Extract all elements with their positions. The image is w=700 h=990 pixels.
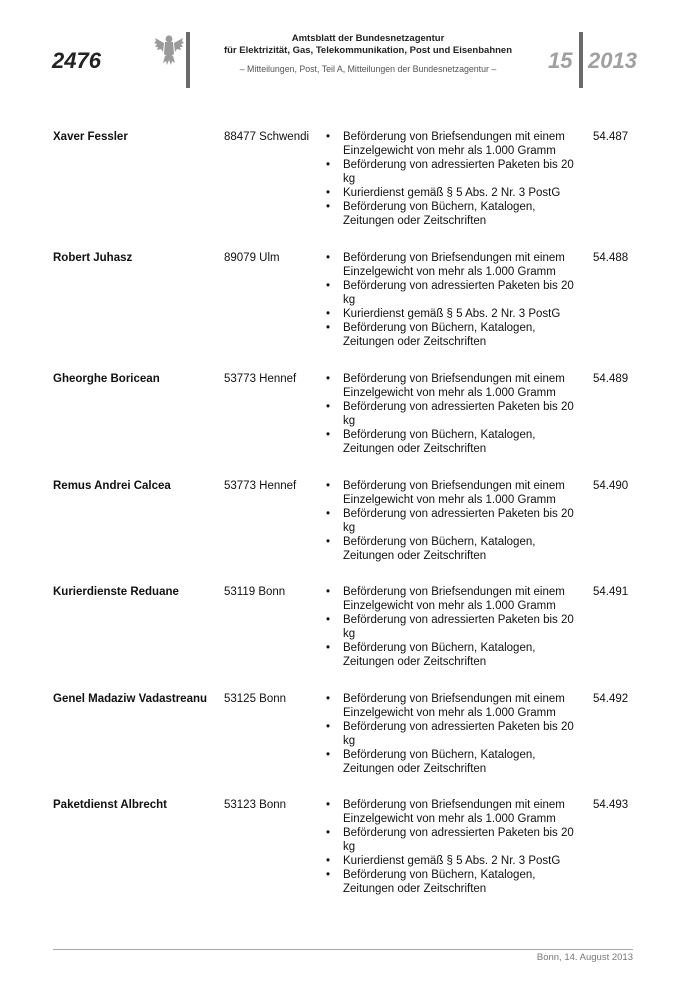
journal-subtitle: – Mitteilungen, Post, Teil A, Mitteilungen der Bundesnetzagentur – [239, 64, 497, 74]
service-item: • Beförderung von adressierten Paketen bis 20 kg [326, 720, 586, 748]
entry-number: 54.489 [593, 373, 629, 385]
entry-name: Xaver Fessler [53, 131, 128, 143]
entry-services [326, 130, 586, 228]
entry-city: 53125 Bonn [224, 693, 287, 705]
entry-name: Genel Madaziw Vadastreanu [53, 693, 208, 705]
service-item: • Kurierdienst gemäß § 5 Abs. 2 Nr. 3 PostG [326, 186, 586, 200]
entry-services [326, 585, 586, 669]
service-item: • Beförderung von Büchern, Katalogen, Zeitungen oder Zeitschriften [326, 535, 586, 563]
service-item: • Beförderung von Briefsendungen mit einem Einzelgewicht von mehr als 1.000 Gramm [326, 479, 586, 507]
entry-city: 53119 Bonn [224, 586, 286, 598]
service-item: • Beförderung von Briefsendungen mit einem Einzelgewicht von mehr als 1.000 Gramm [326, 372, 586, 400]
service-item: • Beförderung von Briefsendungen mit einem Einzelgewicht von mehr als 1.000 Gramm [326, 798, 586, 826]
entry [0, 692, 700, 798]
service-item: • Beförderung von adressierten Paketen bis 20 kg [326, 826, 586, 854]
entry [0, 130, 700, 251]
entry-city: 53773 Hennef [224, 480, 297, 492]
entry-city: 89079 Ulm [224, 252, 280, 264]
entry [0, 251, 700, 372]
journal-title-line2: für Elektrizität, Gas, Telekommunikation, Post und Eisenbahnen [223, 45, 513, 56]
service-item: • Beförderung von adressierten Paketen bis 20 kg [326, 400, 586, 428]
service-item: • Kurierdienst gemäß § 5 Abs. 2 Nr. 3 PostG [326, 854, 586, 868]
entry-number: 54.488 [593, 252, 629, 264]
entry [0, 372, 700, 479]
service-item: • Beförderung von Büchern, Katalogen, Zeitungen oder Zeitschriften [326, 200, 586, 228]
entry [0, 798, 700, 898]
federal-eagle-icon [154, 32, 184, 66]
issue-number: 15 [548, 48, 573, 73]
entry-name: Kurierdienste Reduane [53, 586, 179, 598]
service-item: • Beförderung von Büchern, Katalogen, Zeitungen oder Zeitschriften [326, 428, 586, 456]
footer-date: Bonn, 14. August 2013 [536, 952, 633, 963]
issue-year: 2013 [588, 48, 637, 73]
entry-services [326, 692, 586, 776]
service-item: • Beförderung von adressierten Paketen bis 20 kg [326, 613, 586, 641]
license-entries [0, 130, 700, 898]
entry-services [326, 479, 586, 563]
entry-city: 88477 Schwendi [224, 131, 310, 143]
entry [0, 585, 700, 692]
entry-number: 54.491 [593, 586, 629, 598]
entry-services [326, 372, 586, 456]
entry-services [326, 798, 586, 896]
service-item: • Beförderung von adressierten Paketen bis 20 kg [326, 158, 586, 186]
entry-name: Remus Andrei Calcea [53, 480, 171, 492]
entry-city: 53123 Bonn [224, 799, 287, 811]
footer-divider [53, 949, 633, 950]
service-item: • Beförderung von Büchern, Katalogen, Zeitungen oder Zeitschriften [326, 321, 586, 349]
entry-name: Robert Juhasz [53, 252, 133, 264]
entry-number: 54.490 [593, 480, 629, 492]
entry-name: Paketdienst Albrecht [53, 799, 167, 811]
header-divider-left [186, 32, 190, 88]
service-item: • Beförderung von Briefsendungen mit einem Einzelgewicht von mehr als 1.000 Gramm [326, 251, 586, 279]
service-item: • Beförderung von Büchern, Katalogen, Zeitungen oder Zeitschriften [326, 641, 586, 669]
service-item: • Beförderung von adressierten Paketen bis 20 kg [326, 279, 586, 307]
entry-services [326, 251, 586, 349]
service-item: • Beförderung von adressierten Paketen bis 20 kg [326, 507, 586, 535]
entry-name: Gheorghe Boricean [53, 373, 160, 385]
entry [0, 479, 700, 585]
entry-city: 53773 Hennef [224, 373, 297, 385]
journal-title [196, 33, 540, 75]
journal-title-line1: Amtsblatt der Bundesnetzagentur [291, 33, 445, 44]
service-item: • Beförderung von Briefsendungen mit einem Einzelgewicht von mehr als 1.000 Gramm [326, 130, 586, 158]
service-item: • Kurierdienst gemäß § 5 Abs. 2 Nr. 3 PostG [326, 307, 586, 321]
service-item: • Beförderung von Briefsendungen mit einem Einzelgewicht von mehr als 1.000 Gramm [326, 692, 586, 720]
service-item: • Beförderung von Büchern, Katalogen, Zeitungen oder Zeitschriften [326, 748, 586, 776]
entry-number: 54.493 [593, 799, 629, 811]
page-header [0, 0, 700, 110]
page-number: 2476 [52, 48, 101, 73]
service-item: • Beförderung von Briefsendungen mit einem Einzelgewicht von mehr als 1.000 Gramm [326, 585, 586, 613]
service-item: • Beförderung von Büchern, Katalogen, Zeitungen oder Zeitschriften [326, 868, 586, 896]
header-divider-right [579, 32, 583, 88]
entry-number: 54.487 [593, 131, 629, 143]
entry-number: 54.492 [593, 693, 629, 705]
